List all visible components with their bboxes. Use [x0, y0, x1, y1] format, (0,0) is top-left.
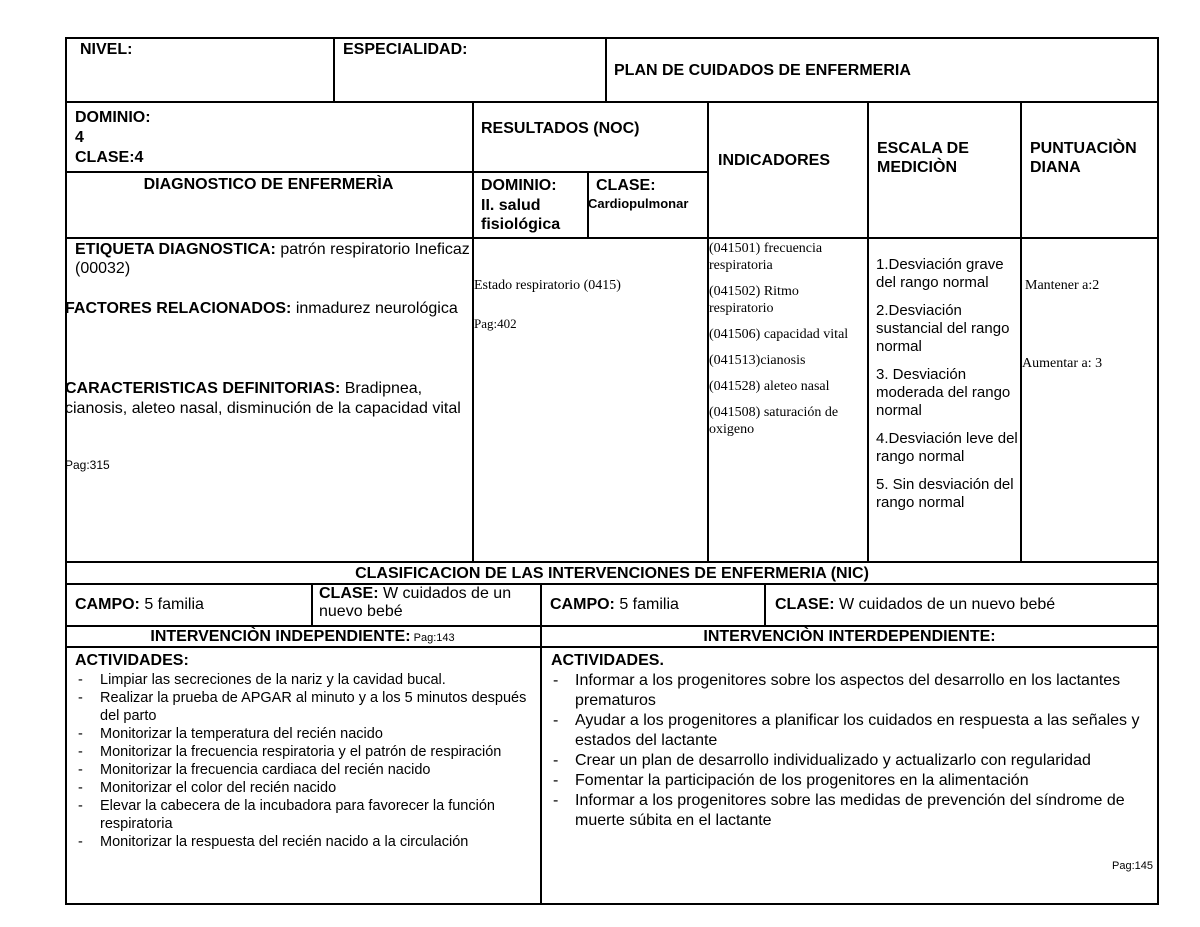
escala-item: 2.Desviación sustancial del rango normal: [876, 302, 1010, 355]
caracteristicas-label: CARACTERISTICAS DEFINITORIAS:: [65, 380, 341, 397]
indicador-item: (041513)cianosis: [709, 353, 806, 368]
clase-value: W cuidados de un nuevo bebé: [319, 585, 512, 620]
campo-value: 5 familia: [139, 596, 204, 613]
campo-value: 5 familia: [614, 596, 679, 613]
resultados-clase-label: CLASE:: [596, 177, 656, 194]
campo-left: [75, 595, 204, 614]
actividades-interdependiente-list: [549, 671, 1149, 831]
row-divider: [65, 237, 1159, 239]
list-item: - Informar a los progenitores sobre las medidas de prevención del síndrome de muerte súbita en el lactante: [549, 791, 1149, 831]
care-plan-table: [65, 37, 1159, 905]
row-divider: [65, 561, 1159, 563]
list-item: - Monitorizar la frecuencia cardiaca del recién nacido: [74, 761, 540, 779]
factores-value: inmadurez neurológica: [291, 300, 458, 317]
col-divider: [311, 583, 313, 625]
independiente-page: Pag:143: [410, 632, 455, 644]
noc-estado: Estado respiratorio (0415): [474, 278, 621, 293]
list-item: - Monitorizar la respuesta del recién nacido a la circulación: [74, 833, 540, 851]
factores-label: FACTORES RELACIONADOS:: [65, 300, 292, 317]
row-divider: [65, 583, 1159, 585]
list-item: - Ayudar a los progenitores a planificar los cuidados en respuesta a las señales y estados del lactante: [549, 711, 1149, 751]
clase-right: [775, 595, 1055, 614]
resultados-clase-value: Cardiopulmonar: [588, 196, 689, 211]
col-divider: [605, 37, 607, 101]
list-item: - Monitorizar el color del recién nacido: [74, 779, 540, 797]
puntuacion-mantener: Mantener a:2: [1025, 278, 1100, 293]
resultados-header: RESULTADOS (NOC): [481, 120, 640, 137]
table-border-bottom: [65, 903, 1159, 905]
actividades-interdependiente-label: ACTIVIDADES.: [551, 652, 664, 669]
col-divider: [472, 101, 474, 561]
indicador-item: (041506) capacidad vital: [709, 327, 849, 342]
escala-item: 4.Desviación leve del rango normal: [876, 430, 1018, 465]
dominio-label: DOMINIO:: [75, 109, 151, 126]
clase-left: [319, 585, 541, 621]
independiente-label: INTERVENCIÒN INDEPENDIENTE:: [150, 628, 411, 645]
page-title: PLAN DE CUIDADOS DE ENFERMERIA: [614, 62, 911, 79]
col-divider: [764, 583, 766, 625]
clase-label: CLASE:: [775, 596, 835, 613]
campo-right: [550, 595, 679, 614]
indicador-item: (041528) aleteo nasal: [709, 379, 830, 394]
table-border-top: [65, 37, 1159, 39]
list-item: - Limpiar las secreciones de la nariz y la cavidad bucal.: [74, 671, 540, 689]
escala-list: [876, 256, 1020, 522]
col-divider: [1020, 101, 1022, 561]
escala-item: 1.Desviación grave del rango normal: [876, 256, 1004, 291]
campo-label: CAMPO:: [75, 596, 140, 613]
intervencion-interdependiente-header: INTERVENCIÒN INTERDEPENDIENTE:: [703, 628, 996, 645]
col-divider: [333, 37, 335, 101]
indicadores-header: INDICADORES: [718, 152, 831, 169]
list-item: - Informar a los progenitores sobre los aspectos del desarrollo en los lactantes prematuros: [549, 671, 1149, 711]
intervencion-independiente-header: [65, 627, 540, 648]
escala-item: 5. Sin desviación del rango normal: [876, 476, 1014, 511]
puntuacion-aumentar: Aumentar a: 3: [1022, 356, 1103, 371]
etiqueta-label: ETIQUETA DIAGNOSTICA:: [75, 241, 276, 258]
resultados-dominio-value: II. salud fisiológica: [481, 197, 561, 233]
row-divider: [65, 101, 1159, 103]
clase-label: CLASE:: [319, 585, 379, 602]
indicador-item: (041501) frecuencia respiratoria: [709, 241, 823, 273]
escala-item: 3. Desviación moderada del rango normal: [876, 366, 1011, 419]
etiqueta-diagnostica: [75, 240, 472, 278]
especialidad-label: ESPECIALIDAD:: [343, 41, 468, 58]
actividades-independiente-list: [74, 671, 540, 851]
indicador-item: (041502) Ritmo respiratorio: [709, 284, 799, 316]
col-divider: [867, 101, 869, 561]
caracteristicas-value: Bradipnea, cianosis, aleteo nasal, disminución de la capacidad vital: [65, 380, 461, 417]
etiqueta-value: patrón respiratorio Ineficaz (00032): [75, 241, 470, 277]
list-item: - Monitorizar la frecuencia respiratoria y el patrón de respiración: [74, 743, 540, 761]
list-item: - Crear un plan de desarrollo individualizado y actualizarlo con regularidad: [549, 751, 1149, 771]
diagnostico-page: Pag:315: [65, 458, 110, 472]
list-item: - Fomentar la participación de los progenitores en la alimentación: [549, 771, 1149, 791]
diagnostico-header: DIAGNOSTICO DE ENFERMERÌA: [143, 176, 394, 193]
resultados-dominio-label: DOMINIO:: [481, 177, 557, 194]
indicador-item: (041508) saturación de oxigeno: [709, 405, 839, 437]
row-divider: [65, 171, 708, 173]
clase-label: CLASE:4: [75, 149, 144, 166]
factores-relacionados: [65, 299, 470, 318]
nic-header: CLASIFICACION DE LAS INTERVENCIONES DE ENFERMERIA (NIC): [355, 565, 869, 582]
list-item: - Realizar la prueba de APGAR al minuto y a los 5 minutos después del parto: [74, 689, 540, 725]
list-item: - Elevar la cabecera de la incubadora para favorecer la función respiratoria: [74, 797, 540, 833]
caracteristicas-definitorias: [65, 379, 472, 419]
noc-page: Pag:402: [474, 316, 517, 331]
puntuacion-header: PUNTUACIÒN DIANA: [1030, 140, 1137, 176]
indicadores-list: [709, 240, 866, 447]
actividades-independiente-label: ACTIVIDADES:: [75, 652, 189, 669]
escala-header: ESCALA DE MEDICIÒN: [877, 140, 969, 176]
nivel-label: NIVEL:: [80, 41, 133, 58]
interdependiente-page: Pag:145: [1112, 860, 1153, 872]
campo-label: CAMPO:: [550, 596, 615, 613]
list-item: - Monitorizar la temperatura del recién nacido: [74, 725, 540, 743]
dominio-value: 4: [75, 129, 84, 146]
clase-value: W cuidados de un nuevo bebé: [834, 596, 1056, 613]
